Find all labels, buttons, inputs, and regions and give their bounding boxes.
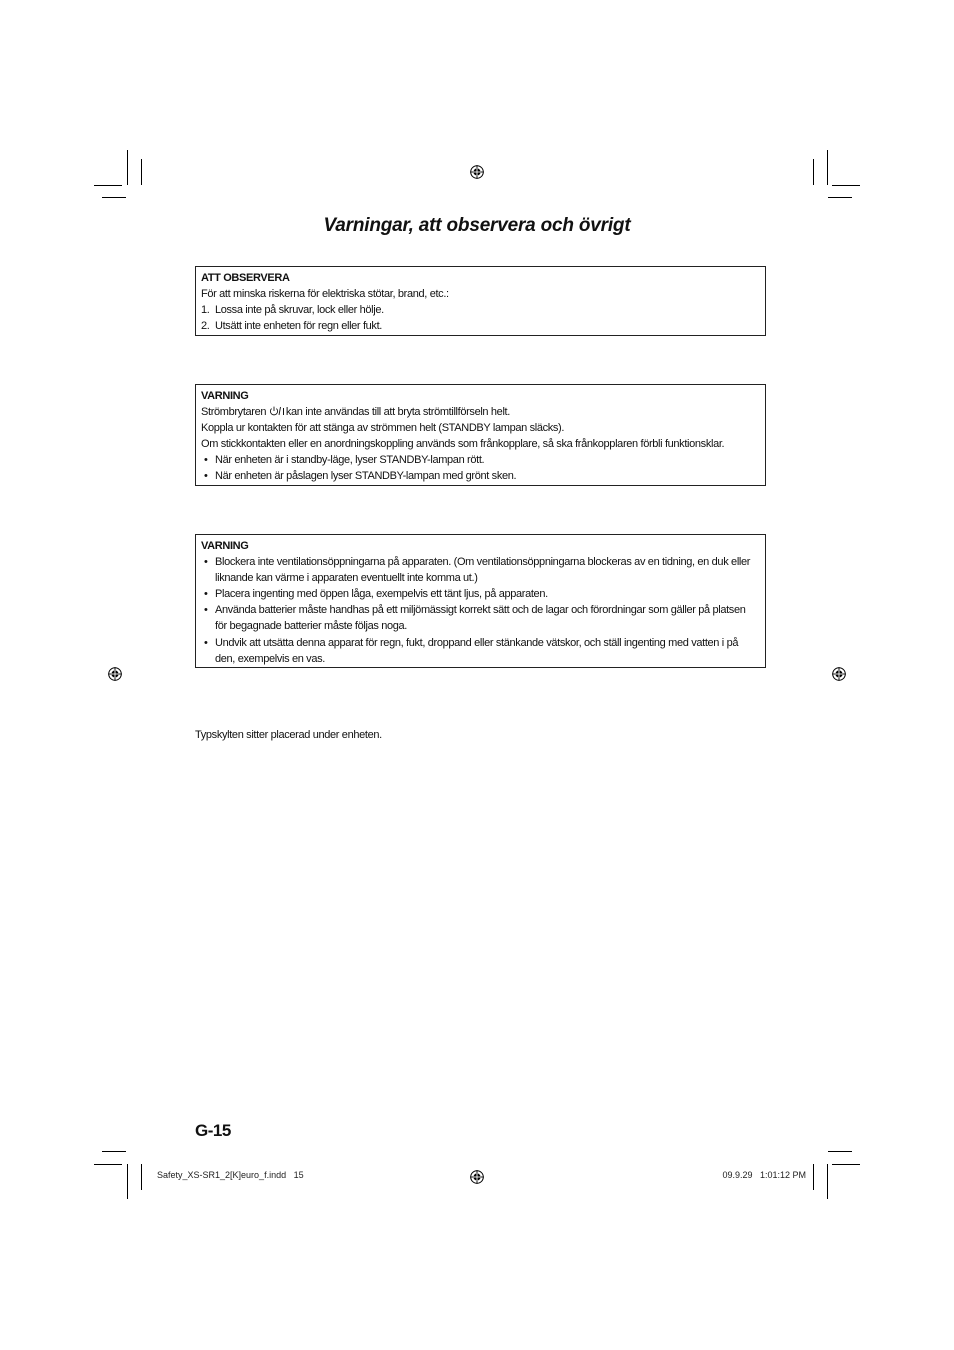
power-standby-icon [269,406,286,416]
warning-heading: VARNING [201,540,249,552]
crop-mark [102,197,126,198]
warning-heading: VARNING [201,390,249,402]
registration-mark-icon [832,667,846,681]
list-item: • Placera ingenting med öppen låga, exempelvis ett tänt ljus, på apparaten. [204,588,548,601]
warning-box-power [195,384,766,486]
page-title: Varningar, att observera och övrigt [323,215,631,236]
list-item: 1. Lossa inte på skruvar, lock eller hölje. [201,304,384,317]
caution-box [195,266,766,336]
caution-intro: För att minska riskerna för elektriska stötar, brand, etc.: [201,288,449,301]
crop-mark [813,1164,814,1190]
warning-box-ventilation [195,534,766,668]
crop-mark [832,185,860,186]
caution-heading: ATT OBSERVERA [201,272,290,284]
crop-mark [828,197,852,198]
crop-mark [102,1151,126,1152]
crop-mark [141,1164,142,1190]
list-item: 2. Utsätt inte enheten för regn eller fukt. [201,320,382,333]
crop-mark [827,1164,828,1199]
registration-mark-icon [470,1170,484,1184]
warning-text: Om stickkontakten eller en anordningskoppling används som frånkopplare, så ska frånkopplaren förbli funktionsklar. [201,438,725,451]
crop-mark [832,1164,860,1165]
list-item: • När enheten är i standby-läge, lyser STANDBY-lampan rött. [204,454,485,467]
list-item: • När enheten är påslagen lyser STANDBY-lampan med grönt sken. [204,470,517,483]
crop-mark [141,159,142,185]
list-item: • Undvik att utsätta denna apparat för regn, fukt, droppand eller stänkande vätskor, och ställ ingenting med vatten i på den, exempelvis en vas. [204,636,739,665]
warning-text: Koppla ur kontakten för att stänga av strömmen helt (STANDBY lampan släcks). [201,422,565,435]
crop-mark [94,1164,122,1165]
crop-mark [127,1164,128,1199]
registration-mark-icon [470,165,484,179]
crop-mark [828,1151,852,1152]
nameplate-note: Typskylten sitter placerad under enheten. [195,729,382,741]
warning-power-line: Strömbrytaren kan inte användas till att bryta strömtillförseln helt. [201,406,510,419]
list-item: • Använda batterier måste handhas på ett miljömässigt korrekt sätt och de lagar och förordningar som gäller på platsen för begagnade batterier måste följas noga. [204,604,746,633]
footer-filename: Safety_XS-SR1_2[K]euro_f.indd 15 [157,1170,304,1180]
list-item: • Blockera inte ventilationsöppningarna på apparaten. (Om ventilationsöppningarna blockeras av en tidning, en duk eller liknande kan värme i apparaten eventuellt inte komma ut.) [204,556,751,585]
crop-mark [813,159,814,185]
page-number: G-15 [195,1121,231,1140]
crop-mark [827,150,828,185]
crop-mark [94,185,122,186]
crop-mark [127,150,128,185]
footer-timestamp: 09.9.29 1:01:12 PM [722,1170,806,1180]
registration-mark-icon [108,667,122,681]
